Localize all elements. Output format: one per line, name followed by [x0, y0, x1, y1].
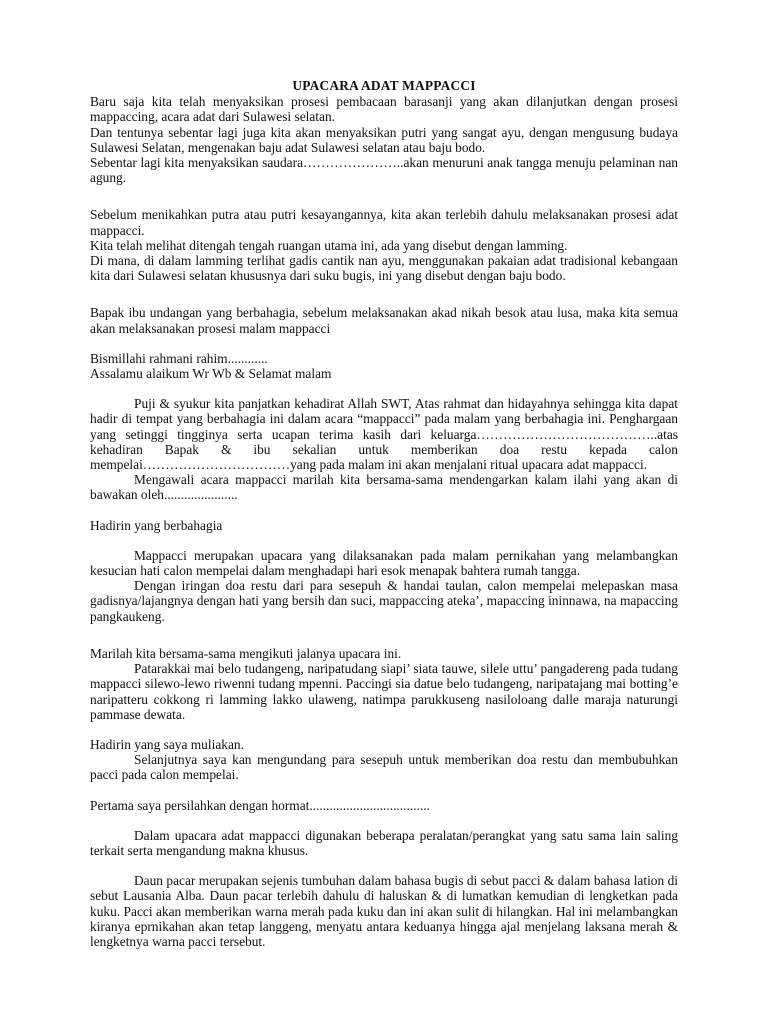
paragraph-descent: Sebentar lagi kita menyaksikan saudara…………………..akan menuruni anak tangga menuju pelaminan nan agung.: [90, 155, 678, 186]
paragraph-bugis-verse: Patarakkai mai belo tudangeng, naripatudang siapi’ siata tauwe, silele uttu’ pangadereng pada tudang mappacci silewo-lewo riwenni tudang mpenni. Paccingi sia datue belo tudangeng, naripatajang mai botting’e naripatteru cokkong ri lamming lakko ulaweng, natimpa parukkuseng nasiloloang dalle maraja naturungi pammase dewata.: [90, 661, 678, 722]
paragraph-hadirin-muliakan: Hadirin yang saya muliakan.: [90, 736, 244, 752]
paragraph-invite-elders: Selanjutnya saya kan mengundang para sesepuh untuk memberikan doa restu dan membubuhkan pacci pada calon mempelai.: [90, 752, 678, 783]
paragraph-baju-bodo: Di mana, di dalam lamming terlihat gadis cantik nan ayu, menggunakan pakaian adat tradisional kebangaan kita dari Sulawesi selatan khususnya dari suku bugis, ini yang disebut dengan baju bodo.: [90, 253, 678, 284]
paragraph-lamming: Kita telah melihat ditengah tengah ruangan utama ini, ada yang disebut dengan lamming.: [90, 237, 568, 253]
paragraph-equipment: Dalam upacara adat mappacci digunakan beberapa peralatan/perangkat yang satu sama lain saling terkait serta mengandung makna khusus.: [90, 827, 678, 858]
paragraph-follow-ceremony: Marilah kita bersama-sama mengikuti jalanya upacara ini.: [90, 645, 402, 661]
paragraph-daun-pacar: Daun pacar merupakan sejenis tumbuhan dalam bahasa bugis di sebut pacci & dalam bahasa lation di sebut Lausania Alba. Daun pacar terlebih dahulu di haluskan & di lumatkan kemudian di lengketkan pada kuku. Pacci akan memberikan warna merah pada kuku dan ini akan sulit di hilangkan. Hal ini melambangkan kiranya eprnikahan akan tetap langgeng, menyatu antara keduanya hingga ajal menjelang laksana merah & lengketnya warna pacci tersebut.: [90, 873, 678, 949]
paragraph-greeting: Assalamu alaikum Wr Wb & Selamat malam: [90, 366, 332, 382]
document-page: [90, 78, 678, 949]
paragraph-before-marriage: Sebelum menikahkan putra atau putri kesayangannya, kita akan terlebih dahulu melaksanakan prosesi adat mappacci.: [90, 207, 678, 238]
paragraph-guests: Bapak ibu undangan yang berbahagia, sebelum melaksanakan akad nikah besok atau lusa, maka kita semua akan melaksanakan prosesi malam mappacci: [90, 305, 678, 336]
paragraph-mappacci-meaning: Mappacci merupakan upacara yang dilaksanakan pada malam pernikahan yang melambangkan kesucian hati calon mempelai dalam menghadapi hari esok menapak bahtera rumah tangga.: [90, 547, 678, 579]
paragraph-hadirin-berbahagia: Hadirin yang berbahagia: [90, 517, 223, 533]
document-title: UPACARA ADAT MAPPACCI: [292, 78, 476, 93]
paragraph-bride-intro: Dan tentunya sebentar lagi juga kita akan menyaksikan putri yang sangat ayu, dengan mengusung budaya Sulawesi Selatan, mengenakan baju adat Sulawesi selatan atau baju bodo.: [90, 124, 678, 155]
paragraph-doa-restu: Dengan iringan doa restu dari para sesepuh & handai taulan, calon mempelai melepaskan masa gadisnya/lajangnya dengan hati yang bersih dan suci, mappaccing ateka’, mapaccing ininnawa, na mapaccing pangkaukeng.: [90, 578, 678, 624]
paragraph-first-invitation: Pertama saya persilahkan dengan hormat....................................: [90, 797, 430, 813]
paragraph-opening: Baru saja kita telah menyaksikan prosesi pembacaan barasanji yang akan dilanjutkan dengan prosesi mappaccing, acara adat dari Sulawesi selatan.: [90, 94, 678, 125]
paragraph-gratitude: Puji & syukur kita panjatkan kehadirat Allah SWT, Atas rahmat dan hidayahnya sehingga kita dapat hadir di tempat yang berbahagia ini dalam acara “mappacci” pada malam yang berbahagia ini. Penghargaan yang setinggi tingginya serta ucapan terima kasih dari keluarga…………………………………..atas kehadiran Bapak & ibu sekalian untuk memberikan doa restu kepada calon mempelai……………………………yang pada malam ini akan menjalani ritual upacara adat mappacci.: [90, 396, 678, 473]
paragraph-kalam-ilahi: Mengawali acara mappacci marilah kita bersama-sama mendengarkan kalam ilahi yang akan di bawakan oleh......................: [90, 472, 678, 503]
paragraph-bismillah: Bismillahi rahmani rahim............: [90, 350, 268, 366]
